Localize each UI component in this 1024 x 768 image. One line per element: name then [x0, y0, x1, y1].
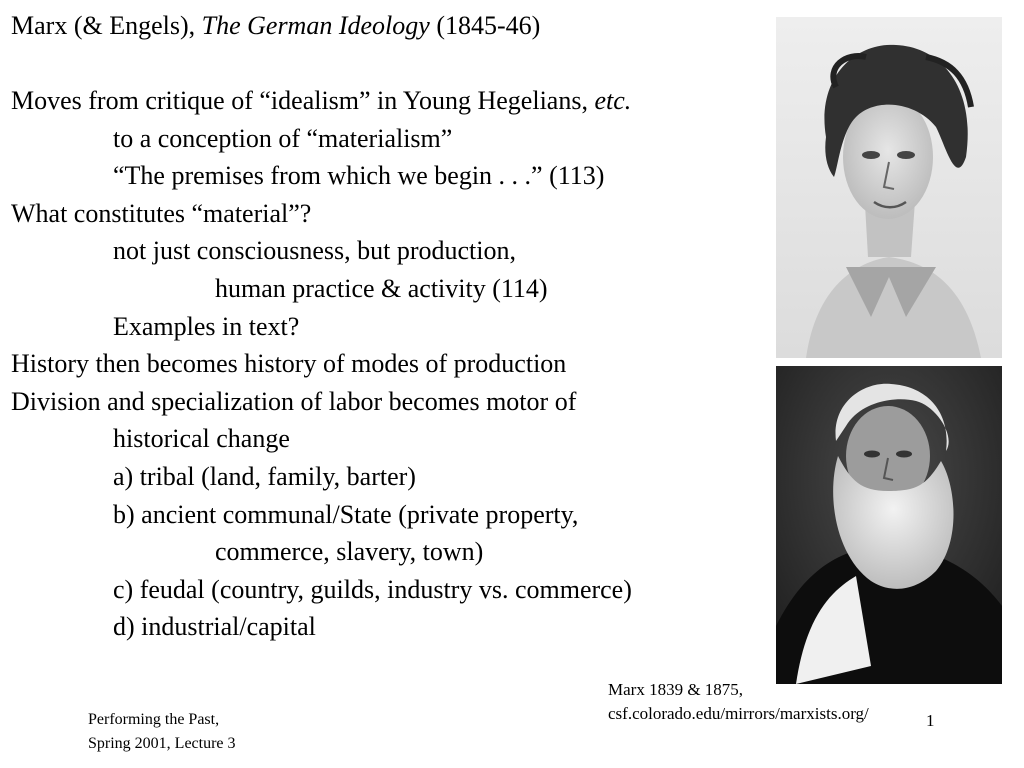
body-line [11, 270, 771, 308]
body-line [11, 157, 771, 195]
body-line-text: b) ancient communal/State (private property, [113, 499, 579, 529]
body-line [11, 608, 771, 646]
body-line-text: History then becomes history of modes of production [11, 349, 567, 379]
body-line [11, 496, 771, 534]
body-line [11, 195, 771, 233]
body-line [11, 533, 771, 571]
body-line-text: human practice & activity (114) [215, 273, 548, 303]
portrait-young-image [776, 17, 1002, 358]
body-line [11, 571, 771, 609]
portrait-young-marx [776, 17, 1002, 358]
portrait-old-image [776, 366, 1002, 684]
title-italic: The German Ideology [201, 11, 430, 40]
footer-line-1: Performing the Past, [88, 711, 220, 728]
body-line-text: Examples in text? [113, 311, 300, 341]
title-prefix: Marx (& Engels), [11, 11, 202, 40]
slide-title [11, 10, 540, 42]
body-line-text: d) industrial/capital [113, 612, 316, 642]
body-line-text: Moves from critique of “idealism” in Young Hegelians, [11, 86, 595, 115]
body-line [11, 383, 771, 421]
body-line-text: not just consciousness, but production, [113, 236, 516, 266]
caption-line-1: Marx 1839 & 1875, [608, 680, 744, 699]
body-line [11, 458, 771, 496]
body-line-text: c) feudal (country, guilds, industry vs. commerce) [113, 574, 632, 604]
body-line-text: “The premises from which we begin . . .” (113) [113, 161, 605, 191]
footer-line-2: Spring 2001, Lecture 3 [88, 735, 236, 752]
body-line-text: historical change [113, 424, 290, 454]
body-line [11, 82, 771, 120]
body-line-text: What constitutes “material”? [11, 198, 312, 228]
body-line [11, 308, 771, 346]
slide-body [11, 82, 771, 646]
body-line-text: to a conception of “materialism” [113, 123, 453, 153]
body-line-italic: etc. [594, 86, 632, 115]
image-caption [608, 678, 869, 726]
caption-line-2: csf.colorado.edu/mirrors/marxists.org/ [608, 704, 869, 723]
title-suffix: (1845-46) [429, 11, 541, 40]
portrait-old-marx [776, 366, 1002, 684]
body-line-text: Division and specialization of labor becomes motor of [11, 386, 577, 416]
page-number: 1 [926, 711, 935, 730]
body-line [11, 420, 771, 458]
body-line-text: commerce, slavery, town) [215, 537, 484, 567]
body-line [11, 345, 771, 383]
body-line [11, 120, 771, 158]
slide-footer [88, 708, 236, 756]
body-line-text: a) tribal (land, family, barter) [113, 461, 416, 491]
body-line [11, 232, 771, 270]
